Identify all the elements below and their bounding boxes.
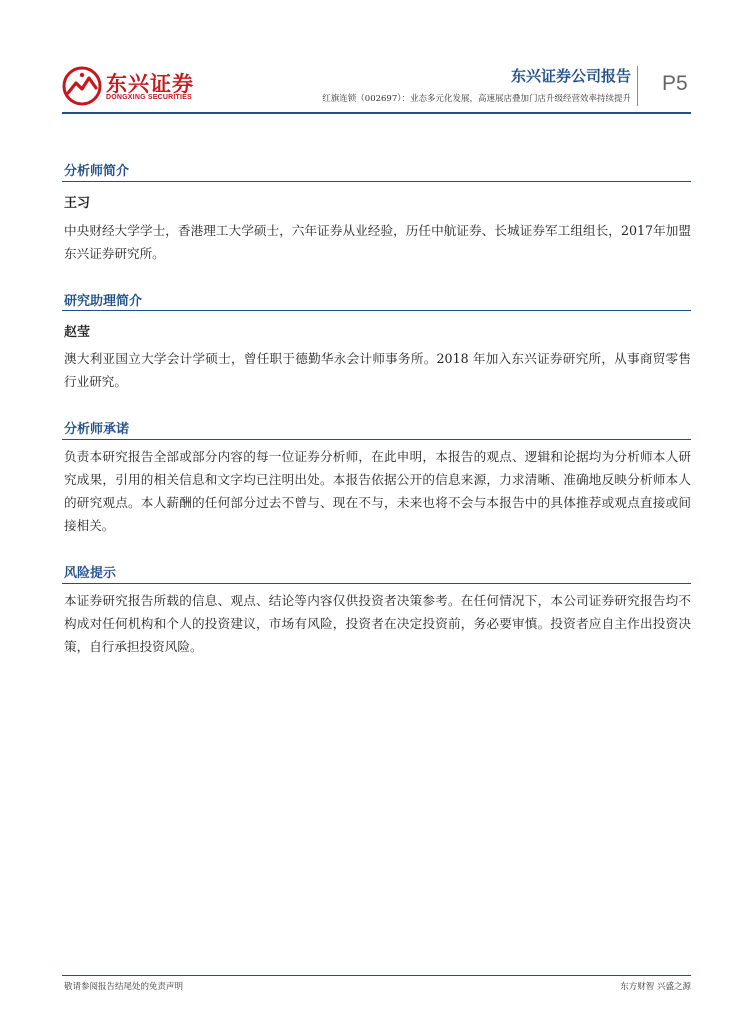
page-header xyxy=(0,0,755,118)
header-rule xyxy=(62,112,691,114)
analyst-pledge-text: 负责本研究报告全部或部分内容的每一位证券分析师，在此申明，本报告的观点、逻辑和论据均为分析师本人研究成果，引用的相关信息和文字均已注明出处。本报告依据公开的信息来源，力求清晰、准确地反映分析师本人的研究观点。本人薪酬的任何部分过去不曾与、现在不与，未来也将不会与本报告中的具体推荐或观点直接或间接相关。 xyxy=(64,449,691,533)
dongxing-logo-icon xyxy=(62,66,102,106)
assistant-bio: 澳大利亚国立大学会计学硕士，曾任职于德勤华永会计师事务所。2018 年加入东兴证券研究所，从事商贸零售行业研究。 xyxy=(64,351,691,389)
logo-chinese-name: 东兴证券 xyxy=(106,72,194,96)
section-title-risk: 风险提示 xyxy=(64,566,117,581)
footer-rule xyxy=(62,975,691,976)
page-number: P5 xyxy=(662,72,688,95)
footer-slogan: 东方财智 兴盛之源 xyxy=(620,982,691,992)
header-divider xyxy=(637,66,638,106)
logo-english-name: DONGXING SECURITIES xyxy=(106,94,192,101)
company-logo xyxy=(62,66,212,106)
analyst-name: 王习 xyxy=(64,196,91,211)
section-title-analyst: 分析师简介 xyxy=(64,164,130,179)
section-rule xyxy=(62,439,691,440)
report-subtitle: 红旗连锁（002697）：业态多元化发展，高速展店叠加门店升级经营效率持续提升 xyxy=(322,94,631,104)
section-title-pledge: 分析师承诺 xyxy=(64,422,130,437)
report-company-title: 东兴证券公司报告 xyxy=(510,67,631,85)
section-rule xyxy=(62,583,691,584)
footer-disclaimer-note: 敬请参阅报告结尾处的免责声明 xyxy=(64,982,184,992)
assistant-name: 赵莹 xyxy=(64,325,91,340)
analyst-bio: 中央财经大学学士，香港理工大学硕士，六年证券从业经验，历任中航证券、长城证券军工组组长，2017年加盟东兴证券研究所。 xyxy=(64,223,691,261)
section-rule xyxy=(62,181,691,182)
section-title-assistant: 研究助理简介 xyxy=(64,294,143,309)
risk-warning-text: 本证券研究报告所载的信息、观点、结论等内容仅供投资者决策参考。在任何情况下，本公司证券研究报告均不构成对任何机构和个人的投资建议，市场有风险，投资者在决定投资前，务必要审慎。投资者应自主作出投资决策，自行承担投资风险。 xyxy=(64,593,691,654)
section-rule xyxy=(62,310,691,311)
